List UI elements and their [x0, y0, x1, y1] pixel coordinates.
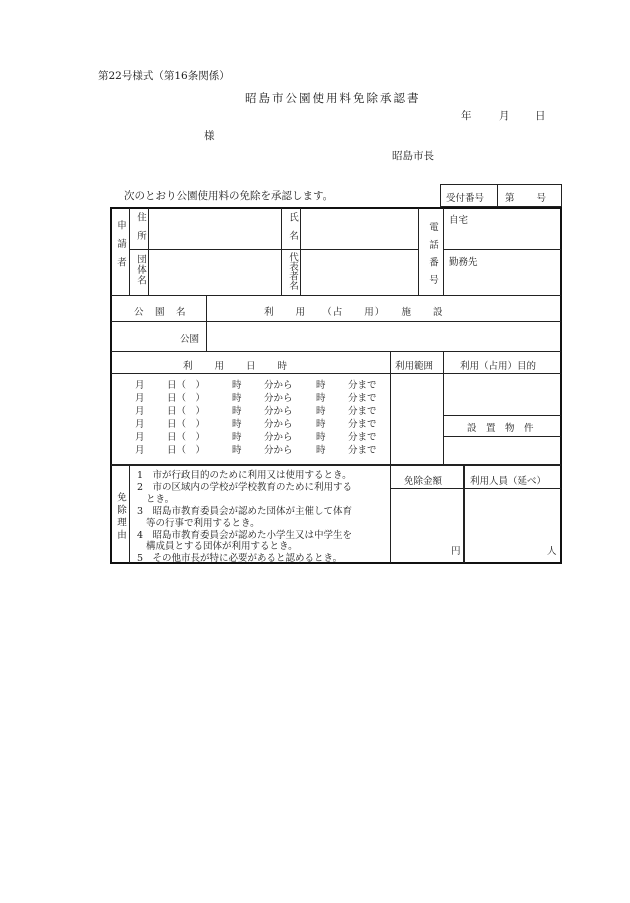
exempt-amount-label: 免除金額	[404, 476, 443, 487]
schedule-minute-to: 分まで	[348, 432, 377, 443]
schedule-hour-end: 時	[316, 380, 326, 391]
range-header: 利用範囲	[395, 361, 434, 372]
schedule-month: 月	[135, 445, 145, 456]
reason-line: 構成員とする団体が利用するとき。	[146, 541, 298, 552]
schedule-month: 月	[135, 406, 145, 417]
schedule-hour-start: 時	[232, 380, 242, 391]
form-number: 第22号様式（第16条関係）	[98, 70, 230, 82]
yen-unit: 円	[451, 546, 461, 557]
schedule-day: 日（ ）	[167, 445, 206, 456]
schedule-minute-from: 分から	[264, 432, 293, 443]
date-month: 月	[499, 110, 510, 122]
schedule-day: 日（ ）	[167, 380, 206, 391]
schedule-minute-from: 分から	[264, 380, 293, 391]
reason-line: 4 昭島市教育委員会が認めた小学生又は中学生を	[137, 530, 353, 541]
receipt-value: 第 号	[505, 193, 548, 204]
usage-facility-header: 利 用 （占 用） 施 設	[264, 307, 444, 318]
reason-line: 2 市の区域内の学校が学校教育のために利用する	[137, 482, 353, 493]
schedule-hour-start: 時	[232, 432, 242, 443]
installations-label: 設 置 物 件	[467, 423, 534, 434]
group-name-label: 団体名	[135, 254, 146, 286]
datetime-header: 利 用 日 時	[183, 361, 289, 372]
schedule-hour-start: 時	[232, 445, 242, 456]
schedule-hour-end: 時	[316, 432, 326, 443]
schedule-hour-end: 時	[316, 445, 326, 456]
schedule-hour-start: 時	[232, 393, 242, 404]
applicant-label: 申請者	[115, 220, 126, 276]
receipt-label: 受付番号	[446, 193, 485, 204]
schedule-hour-start: 時	[232, 406, 242, 417]
schedule-hour-end: 時	[316, 393, 326, 404]
schedule-minute-to: 分まで	[348, 406, 377, 417]
schedule-day: 日（ ）	[167, 393, 206, 404]
date-year: 年	[461, 110, 472, 122]
reason-line: 3 昭島市教育委員会が認めた団体が主催して体育	[137, 506, 353, 517]
schedule-minute-to: 分まで	[348, 380, 377, 391]
addressee-suffix: 様	[204, 130, 215, 142]
schedule-day: 日（ ）	[167, 419, 206, 430]
schedule-minute-from: 分から	[264, 419, 293, 430]
issuer: 昭島市長	[392, 150, 434, 162]
document-title: 昭島市公園使用料免除承認書	[245, 91, 421, 105]
reason-line: とき。	[146, 494, 175, 505]
schedule-month: 月	[135, 419, 145, 430]
phone-work-label: 勤務先	[449, 257, 478, 268]
person-unit: 人	[547, 546, 557, 557]
intro-text: 次のとおり公園使用料の免除を承認します。	[124, 190, 334, 202]
exemption-reason-label: 免除理由	[115, 492, 126, 542]
phone-home-label: 自宅	[449, 215, 469, 226]
schedule-minute-to: 分まで	[348, 445, 377, 456]
representative-label: 代表者名	[287, 252, 298, 290]
schedule-minute-from: 分から	[264, 445, 293, 456]
phone-label: 電話番号	[427, 222, 438, 292]
schedule-hour-end: 時	[316, 419, 326, 430]
name-label: 氏名	[287, 212, 298, 249]
schedule-month: 月	[135, 432, 145, 443]
date-day: 日	[535, 110, 546, 122]
reason-line: 等の行事で利用するとき。	[146, 518, 260, 529]
schedule-month: 月	[135, 393, 145, 404]
park-suffix: 公園	[180, 334, 200, 345]
schedule-day: 日（ ）	[167, 406, 206, 417]
schedule-minute-to: 分まで	[348, 419, 377, 430]
schedule-month: 月	[135, 380, 145, 391]
users-count-label: 利用人員（延べ）	[470, 476, 547, 487]
purpose-header: 利用（占用）目的	[460, 361, 537, 372]
schedule-minute-from: 分から	[264, 393, 293, 404]
address-label: 住所	[135, 212, 146, 249]
schedule-minute-to: 分まで	[348, 393, 377, 404]
reason-line: 5 その他市長が特に必要があると認めるとき。	[137, 553, 343, 564]
schedule-hour-end: 時	[316, 406, 326, 417]
park-name-header: 公 園 名	[134, 307, 187, 318]
schedule-day: 日（ ）	[167, 432, 206, 443]
schedule-hour-start: 時	[232, 419, 242, 430]
schedule-minute-from: 分から	[264, 406, 293, 417]
reason-line: 1 市が行政目的のために利用又は使用するとき。	[137, 470, 352, 481]
